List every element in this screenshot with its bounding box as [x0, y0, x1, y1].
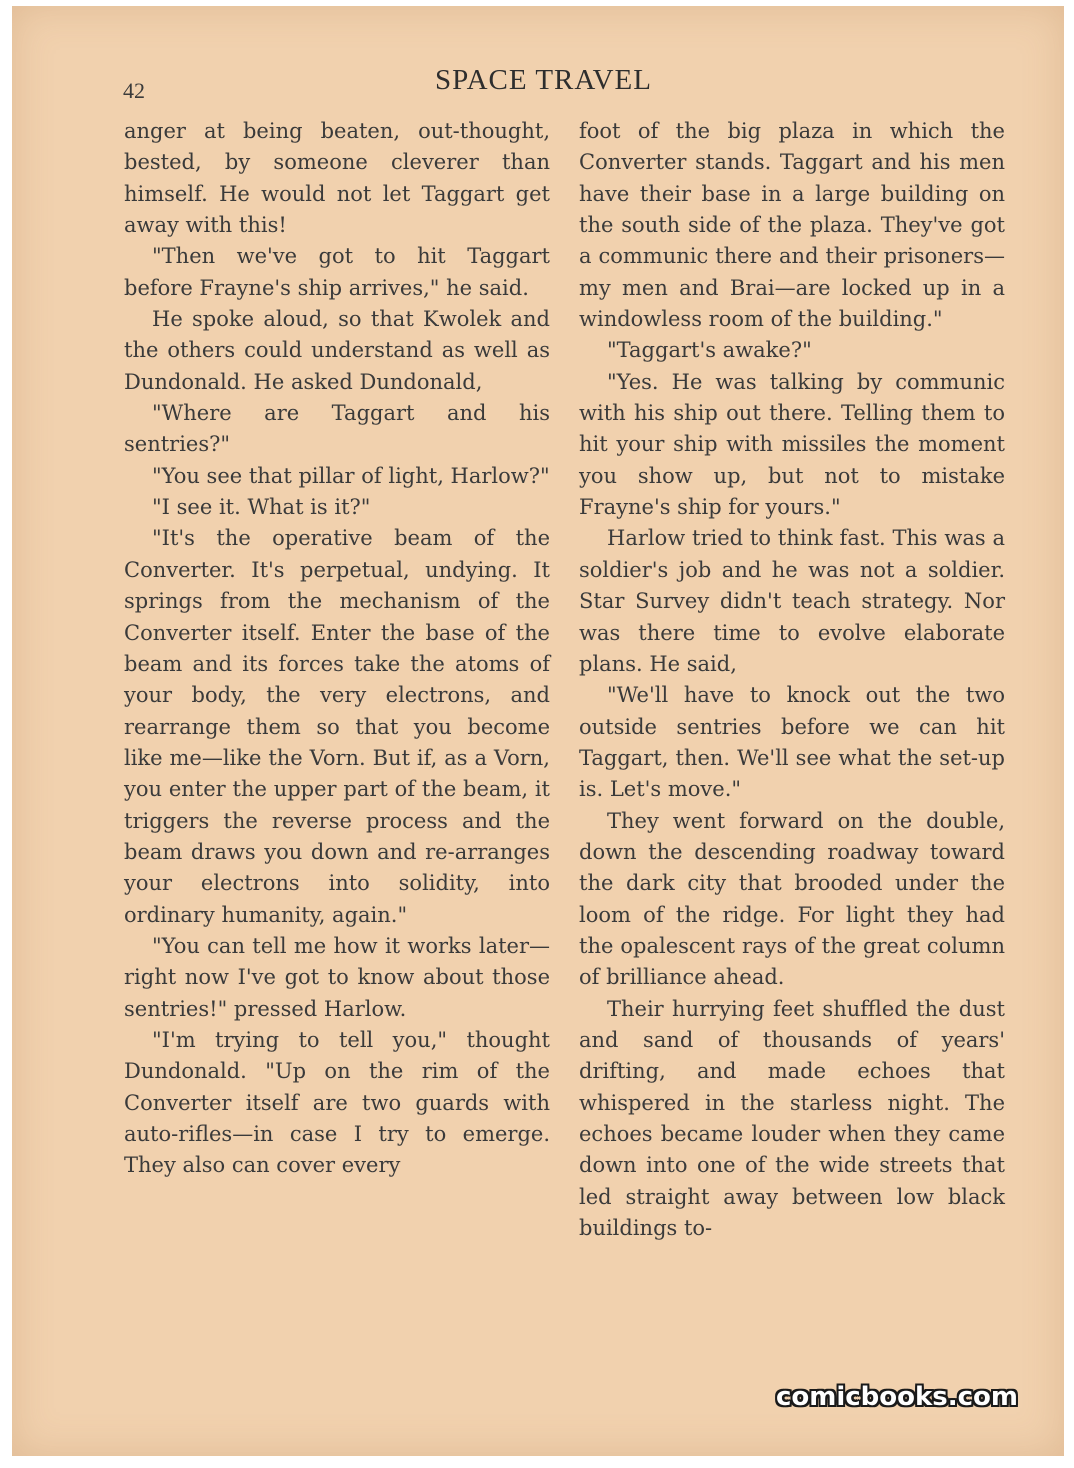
paragraph: "You see that pillar of light, Harlow?"	[152, 463, 550, 488]
left-column	[124, 116, 550, 1182]
page-header	[12, 64, 1064, 104]
paragraph: "You can tell me how it works later—right now I've got to know about those sentries!" pressed Harlow.	[124, 933, 550, 1021]
paragraph: "I see it. What is it?"	[152, 495, 371, 520]
paragraph: "Where are Taggart and his sentries?"	[124, 401, 550, 457]
paragraph: foot of the big plaza in which the Converter stands. Taggart and his men have their base in a large building on the south side of the plaza. They've got a communic there and their prisoners—my men and Brai—are locked up in a windowless room of the building."	[579, 119, 1005, 332]
paragraph: anger at being beaten, out-thought, bested, by someone cleverer than himself. He would not let Taggart get away with this!	[124, 119, 550, 238]
paragraph: He spoke aloud, so that Kwolek and the others could understand as well as Dundonald. He asked Dundonald,	[124, 307, 550, 394]
paragraph: Their hurrying feet shuffled the dust and sand of thousands of years' drifting, and made echoes that whispered in the starless night. The echoes became louder when they came down into one of the wide streets that led straight away between low black buildings to-	[579, 996, 1005, 1241]
page-number: 42	[123, 78, 145, 103]
running-head: SPACE TRAVEL	[435, 64, 652, 96]
paragraph: "I'm trying to tell you," thought Dundonald. "Up on the rim of the Converter itself are two guards with auto-rifles—in case I try to emerge. They also can cover every	[124, 1027, 550, 1178]
paragraph: "It's the operative beam of the Converter. It's perpetual, undying. It springs from the mechanism of the Converter itself. Enter the base of the beam and its forces take the atoms of your body, the very electrons, and rearrange them so that you become like me—like the Vorn. But if, as a Vorn, you enter the upper part of the beam, it triggers the reverse process and the beam draws you down and re-arranges your electrons into solidity, into ordinary humanity, again."	[124, 526, 550, 927]
book-page	[12, 6, 1064, 1456]
paragraph: Harlow tried to think fast. This was a soldier's job and he was not a soldier. Star Survey didn't teach strategy. Nor was there time to evolve elaborate plans. He said,	[579, 526, 1005, 676]
paragraph: "Taggart's awake?"	[607, 338, 812, 363]
paragraph: They went forward on the double, down the descending roadway toward the dark city that brooded under the loom of the ridge. For light they had the opalescent rays of the great column of brilliance ahead.	[579, 808, 1005, 990]
paragraph: "Then we've got to hit Taggart before Frayne's ship arrives," he said.	[124, 244, 550, 300]
paragraph: "We'll have to knock out the two outside sentries before we can hit Taggart, then. We'll see what the set-up is. Let's move."	[579, 683, 1005, 802]
paragraph: "Yes. He was talking by communic with his ship out there. Telling them to hit your ship with missiles the moment you show up, but not to mistake Frayne's ship for yours."	[579, 369, 1005, 520]
watermark-logo: comicbooks.com	[775, 1382, 1018, 1412]
right-column	[579, 116, 1005, 1244]
